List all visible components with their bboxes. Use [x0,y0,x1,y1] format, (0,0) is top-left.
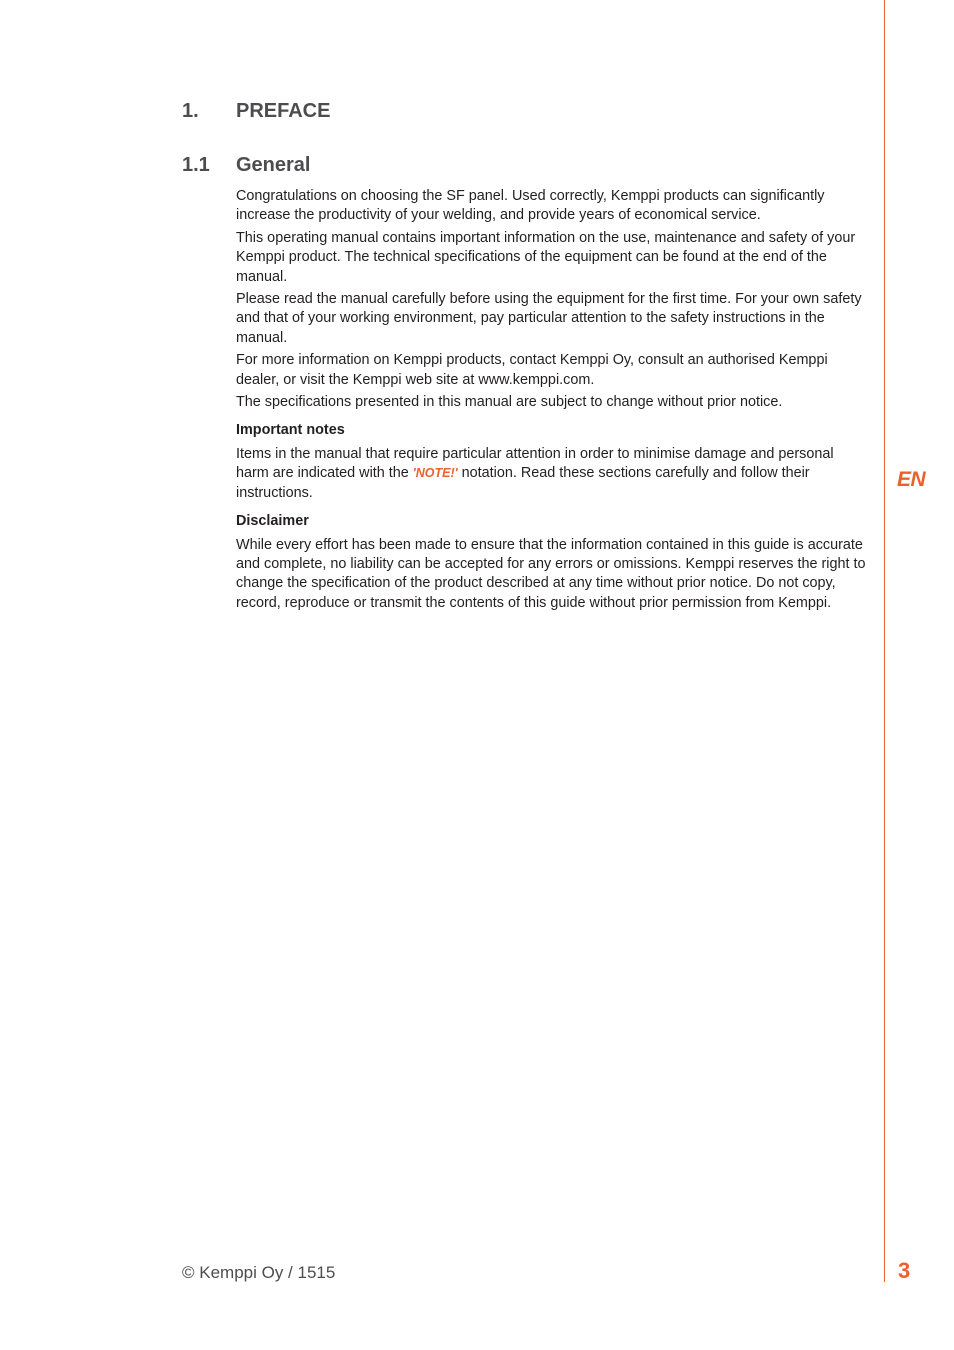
important-notes-text [236,445,866,503]
body-content [236,187,866,616]
important-notes-text-before: Items in the manual that require particular attention in order to minimise damage and personal harm are indicated with the [236,445,834,482]
paragraph-specifications: The specifications presented in this manual are subject to change without prior notice. [236,394,783,411]
subsection-number: 1.1 [182,154,210,176]
language-tab: EN [897,468,926,491]
paragraph-read-manual: Please read the manual carefully before using the equipment for the first time. For your own safety and that of your working environment, pay particular attention to the safety instructions in the manual. [236,291,862,346]
note-mark: 'NOTE!' [412,466,458,481]
subsection-heading-general [182,154,310,177]
page-number: 3 [898,1258,911,1283]
section-title: PREFACE [236,100,331,122]
section-heading-preface [182,100,330,123]
footer-copyright: © Kemppi Oy / 1515 [182,1263,336,1282]
paragraph-more-information: For more information on Kemppi products, contact Kemppi Oy, consult an authorised Kemppi dealer, or visit the Kemppi web site at www.kemppi.com. [236,352,828,388]
subsection-title: General [236,154,311,176]
section-number: 1. [182,100,199,122]
paragraph-congratulations: Congratulations on choosing the SF panel. Used correctly, Kemppi products can significantly increase the productivity of your welding, and provide years of economical service. [236,188,825,224]
important-notes-heading: Important notes [236,422,345,439]
side-margin-rule [884,0,885,1282]
disclaimer-text: While every effort has been made to ensure that the information contained in this guide is accurate and complete, no liability can be accepted for any errors or omissions. Kemppi reserves the right to change the specification of the product described at any time without prior notice. Do not copy, record, reproduce or transmit the contents of this guide without prior permission from Kemppi. [236,536,866,611]
important-notes-text-after: notation. Read these sections carefully and follow their instructions. [236,465,810,501]
paragraph-operating-manual: This operating manual contains important information on the use, maintenance and safety of your Kemppi product. The technical specifications of the equipment can be found at the end of the manual. [236,229,856,285]
disclaimer-heading: Disclaimer [236,513,309,530]
